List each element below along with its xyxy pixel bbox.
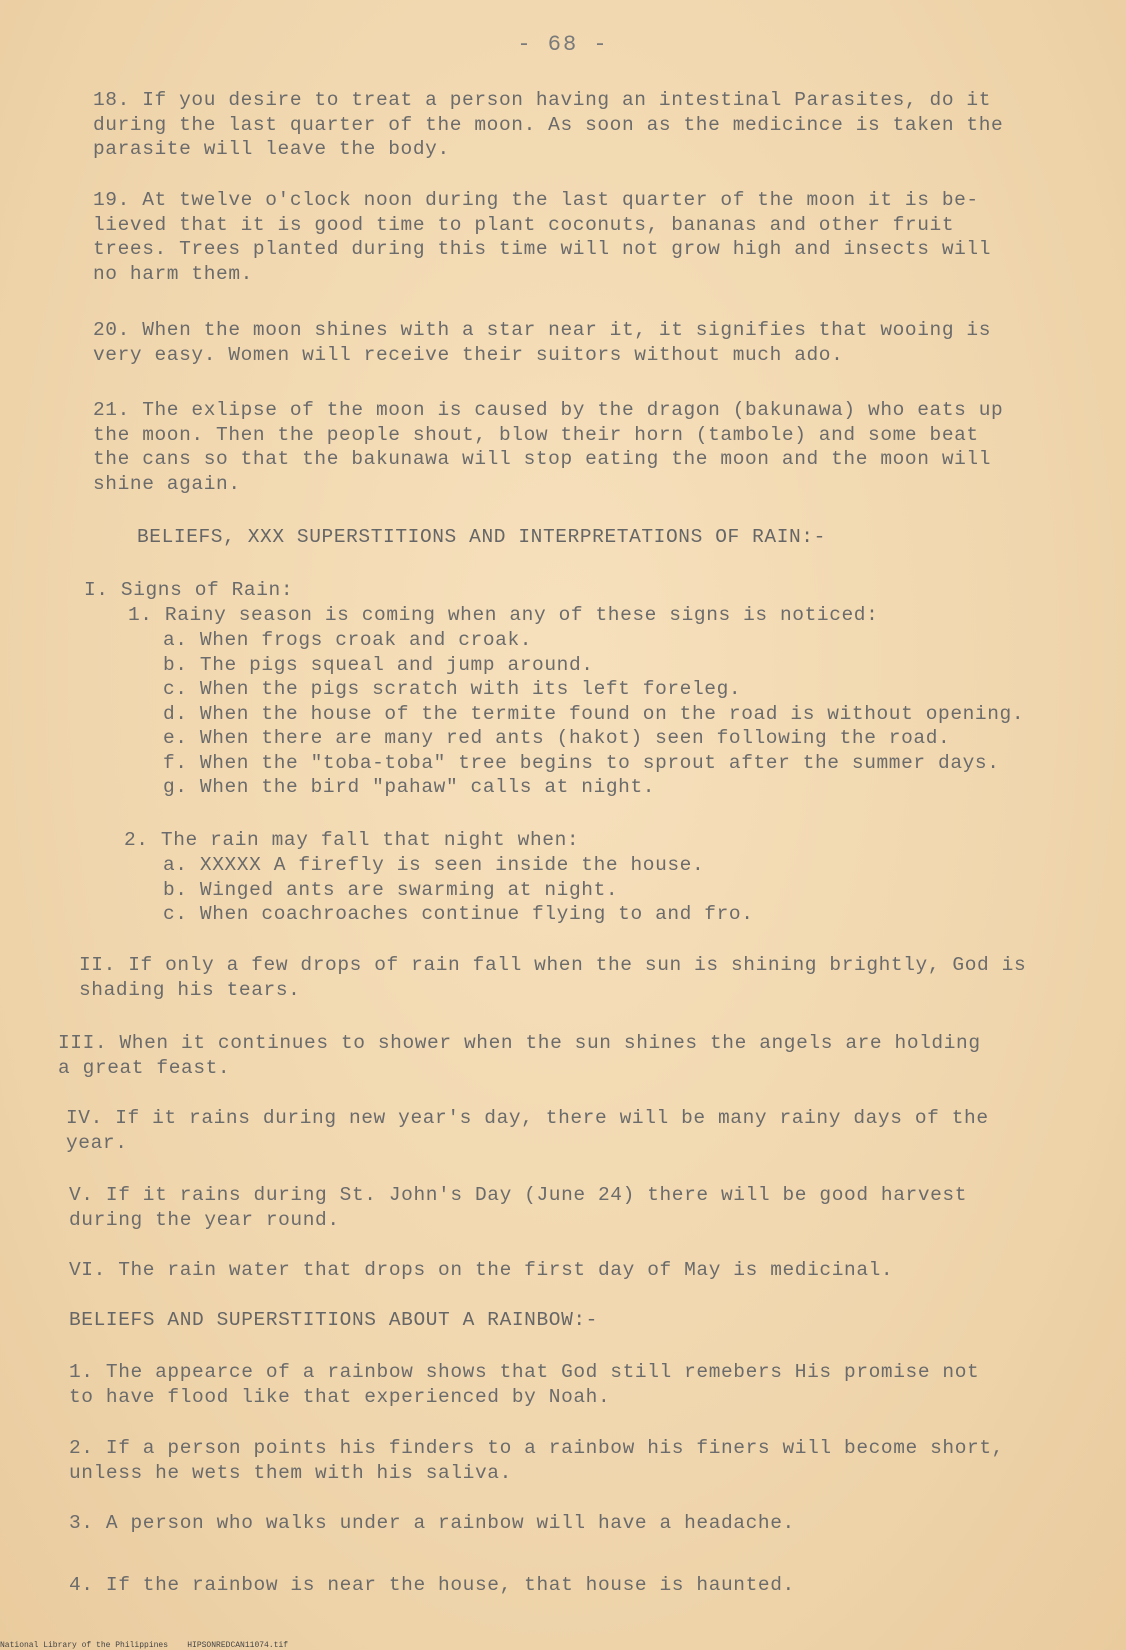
text-line: during the last quarter of the moon. As soon as the medicince is taken the — [93, 113, 1004, 136]
signs-of-rain-heading: I. Signs of Rain: — [84, 579, 294, 601]
text-line: 4. If the rainbow is near the house, that house is haunted. — [69, 1574, 795, 1596]
text-line: 18. If you desire to treat a person having an intestinal Parasites, do it — [93, 89, 992, 111]
page-number: - 68 - — [517, 32, 609, 57]
text-line: IV. If it rains during new year's day, there will be many rainy days of the — [66, 1107, 989, 1129]
list-item: a. XXXXX A firefly is seen inside the house. — [163, 854, 705, 876]
rainbow-item-2 — [69, 1436, 1004, 1485]
night-rain-intro: 2. The rain may fall that night when: — [124, 829, 580, 851]
text-line: II. If only a few drops of rain fall when the sun is shining brightly, God is — [79, 954, 1027, 976]
list-item: c. When coachroaches continue flying to and fro. — [163, 903, 754, 925]
text-line: parasite will leave the body. — [93, 138, 450, 160]
paragraph-19 — [93, 188, 991, 286]
text-line: 2. If a person points his finders to a rainbow his finers will become short, — [69, 1437, 1004, 1459]
rainy-signs-list — [163, 628, 1024, 800]
text-line: 21. The exlipse of the moon is caused by the dragon (bakunawa) who eats up — [93, 399, 1004, 421]
text-line: 3. A person who walks under a rainbow will have a headache. — [69, 1512, 795, 1534]
text-line: III. When it continues to shower when the sun shines the angels are holding — [58, 1032, 981, 1054]
text-line: lieved that it is good time to plant coconuts, bananas and other fruit — [93, 213, 955, 236]
rainbow-item-4 — [69, 1573, 795, 1598]
rain-item-iii — [58, 1031, 981, 1080]
rainbow-beliefs-heading: BELIEFS AND SUPERSTITIONS ABOUT A RAINBOW:- — [69, 1309, 598, 1331]
text-line: shine again. — [93, 472, 241, 495]
rainy-season-intro: 1. Rainy season is coming when any of these signs is noticed: — [128, 604, 879, 626]
text-line: year. — [66, 1131, 128, 1154]
rain-item-vi — [69, 1258, 893, 1283]
text-line: the cans so that the bakunawa will stop eating the moon and the moon will — [93, 448, 992, 470]
list-item: g. When the bird "pahaw" calls at night. — [163, 776, 656, 798]
night-rain-signs-list — [163, 853, 754, 927]
paragraph-20 — [93, 318, 991, 367]
text-line: unless he wets them with his saliva. — [69, 1461, 512, 1484]
text-line: a great feast. — [58, 1056, 231, 1079]
list-item: e. When there are many red ants (hakot) seen following the road. — [163, 727, 951, 749]
text-line: 19. At twelve o'clock noon during the last quarter of the moon it is be- — [93, 189, 979, 211]
rainbow-item-3 — [69, 1511, 795, 1536]
text-line: very easy. Women will receive their suitors without much ado. — [93, 343, 844, 366]
list-item: b. Winged ants are swarming at night. — [163, 878, 619, 901]
text-line: VI. The rain water that drops on the first day of May is medicinal. — [69, 1259, 894, 1281]
rainbow-item-1 — [69, 1360, 979, 1409]
text-line: V. If it rains during St. John's Day (June 24) there will be good harvest — [69, 1184, 968, 1206]
list-item: d. When the house of the termite found on the road is without opening. — [163, 702, 1025, 725]
list-item: b. The pigs squeal and jump around. — [163, 653, 594, 676]
text-line: shading his tears. — [79, 978, 301, 1001]
text-line: during the year round. — [69, 1208, 340, 1231]
list-item: c. When the pigs scratch with its left foreleg. — [163, 678, 742, 700]
archive-footer: National Library of the Philippines HIPSONREDCAN11074.tif — [0, 1641, 289, 1650]
text-line: to have flood like that experienced by Noah. — [69, 1385, 611, 1408]
rain-beliefs-heading: BELIEFS, XXX SUPERSTITIONS AND INTERPRETATIONS OF RAIN:- — [137, 526, 826, 548]
text-line: 1. The appearce of a rainbow shows that God still remebers His promise not — [69, 1361, 980, 1383]
text-line: trees. Trees planted during this time will not grow high and insects will — [93, 238, 992, 260]
paragraph-18 — [93, 88, 1003, 162]
text-line: no harm them. — [93, 262, 253, 285]
text-line: 20. When the moon shines with a star near it, it signifies that wooing is — [93, 319, 992, 341]
list-item: f. When the "toba-toba" tree begins to sprout after the summer days. — [163, 751, 1000, 774]
rain-item-v — [69, 1183, 967, 1232]
list-item: a. When frogs croak and croak. — [163, 629, 533, 651]
paragraph-21 — [93, 398, 1003, 496]
text-line: the moon. Then the people shout, blow their horn (tambole) and some beat — [93, 423, 979, 446]
rain-item-iv — [66, 1106, 989, 1155]
rain-item-ii — [79, 953, 1026, 1002]
